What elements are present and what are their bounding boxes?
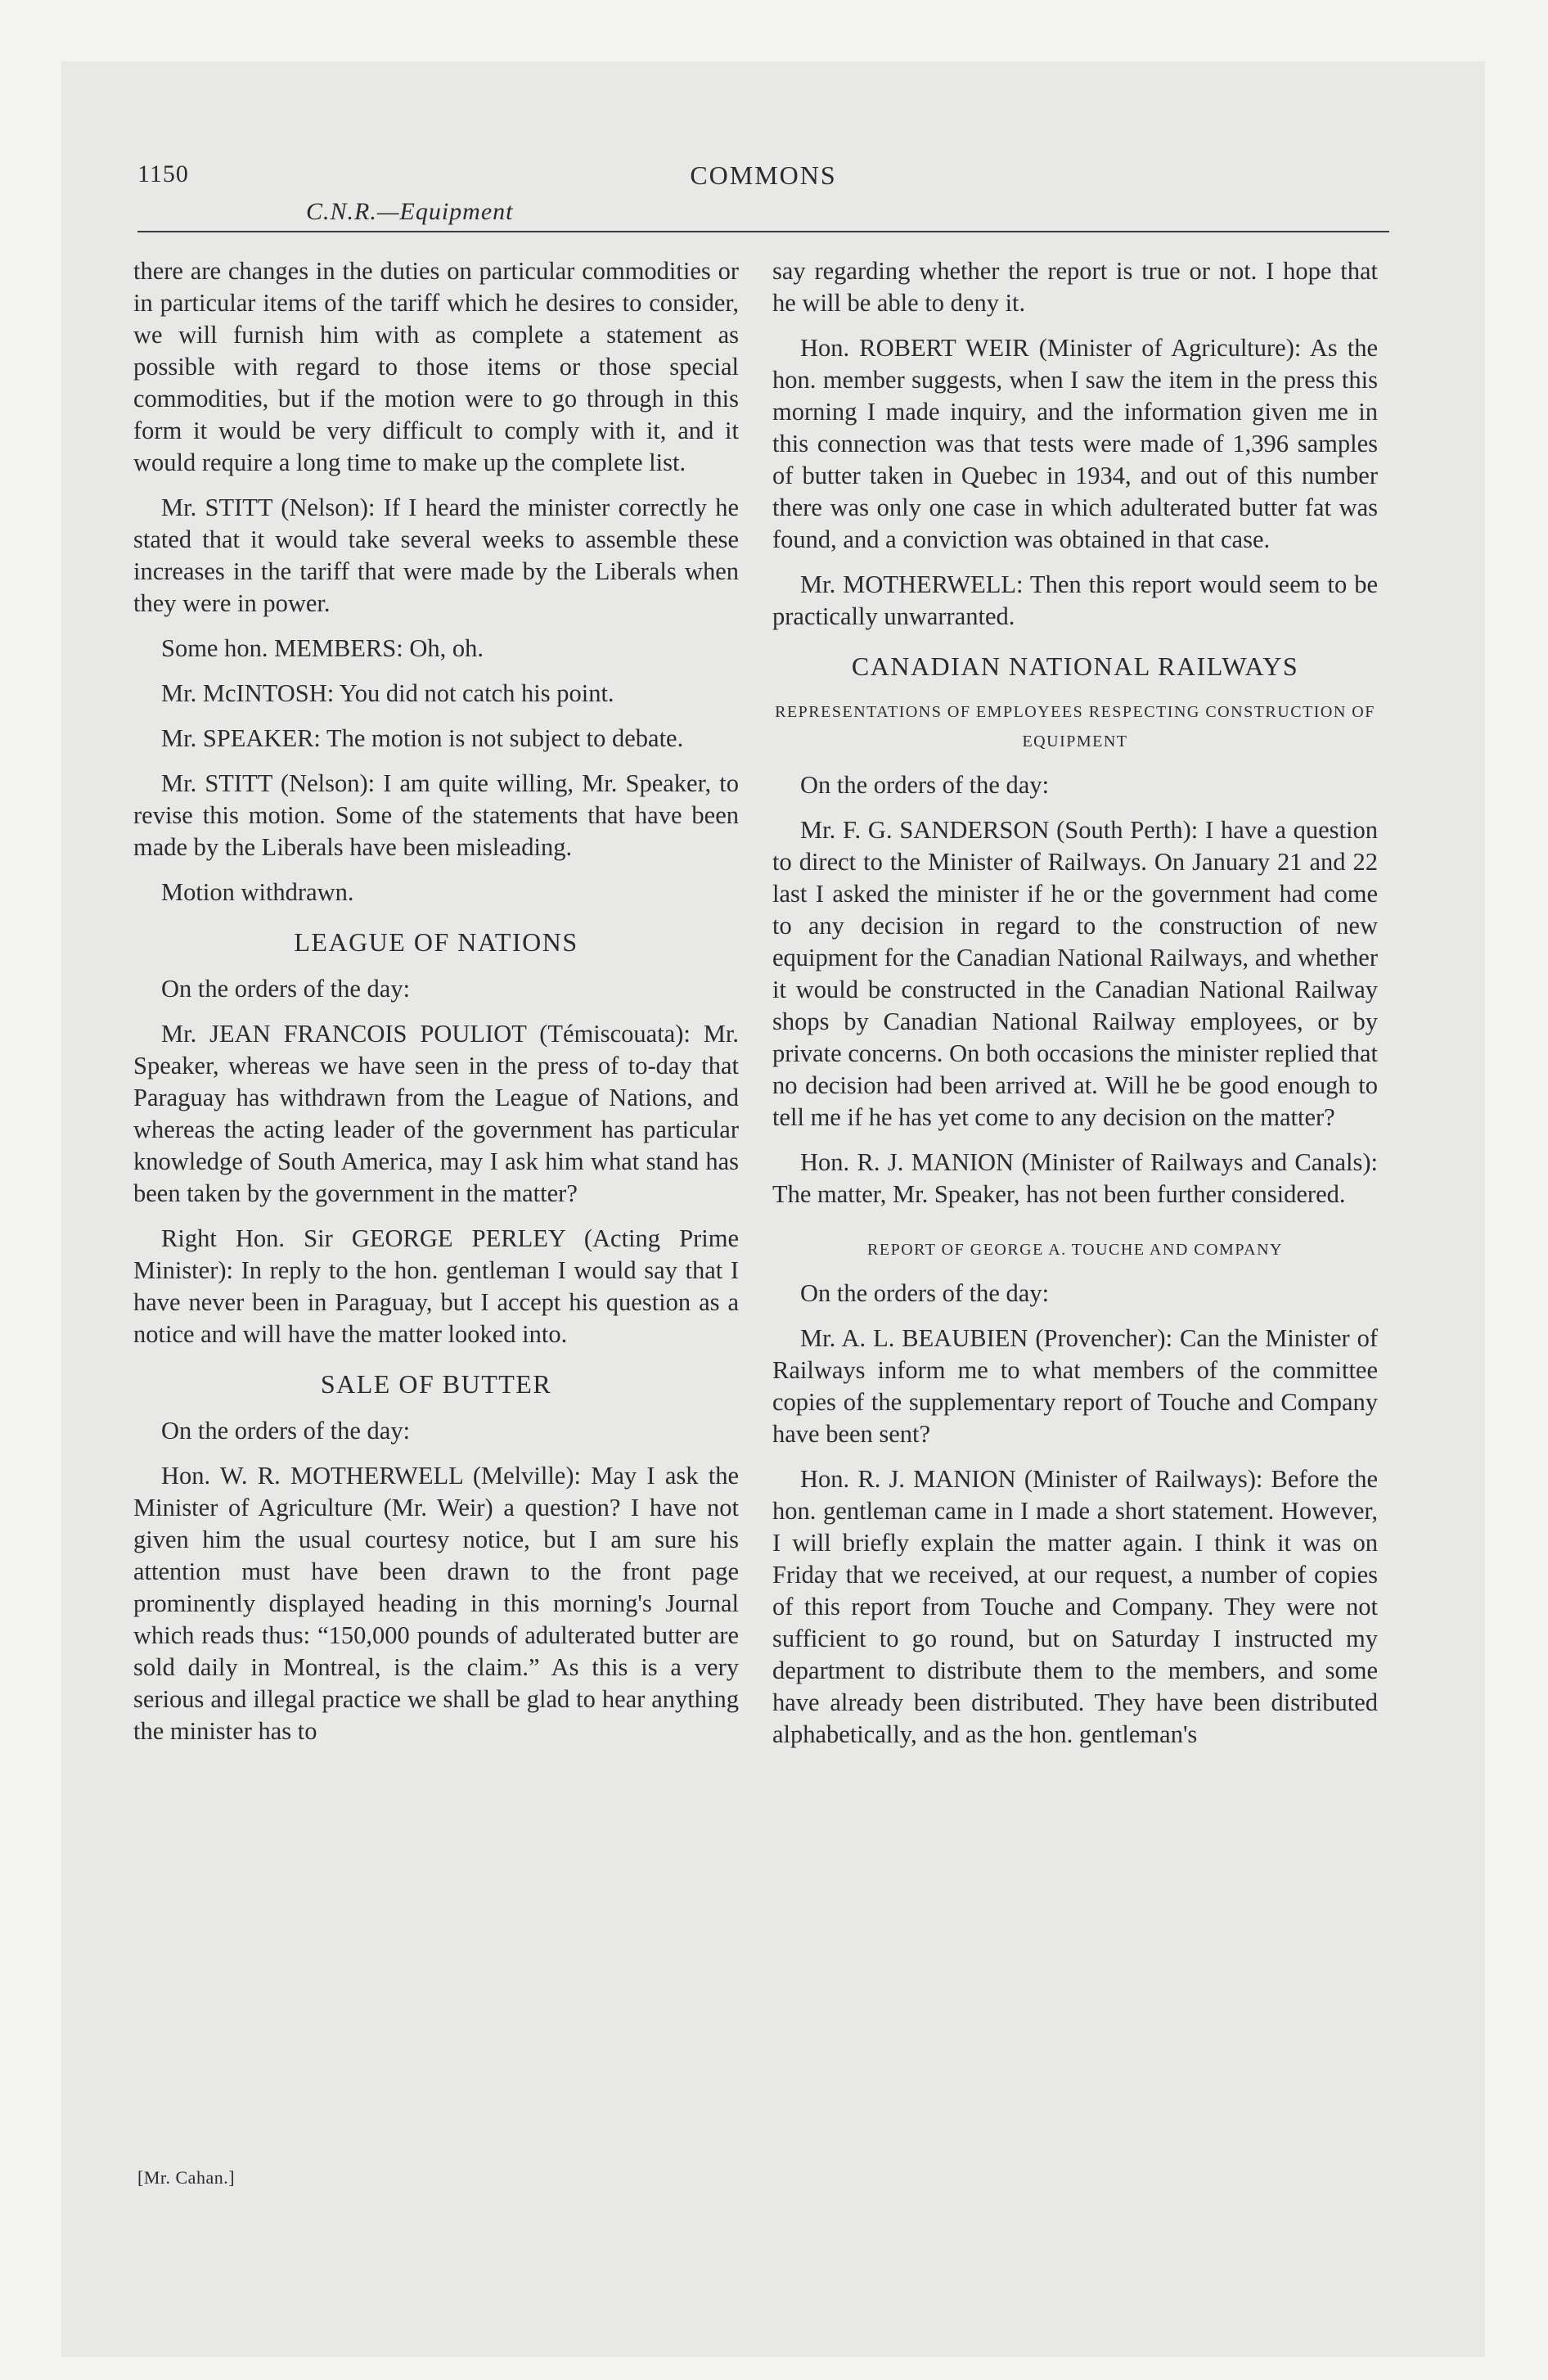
paragraph: Some hon. MEMBERS: Oh, oh. — [161, 634, 484, 662]
section-heading-league-of-nations: LEAGUE OF NATIONS — [294, 927, 578, 957]
speaker-reference: [Mr. Cahan.] — [137, 2167, 236, 2188]
paragraph: Hon. R. J. MANION (Minister of Railways): Before the hon. gentleman came in I made a short statement. However, I will briefly explain the matter again. I think it was on Friday that we received, at our request, a number of copies of this report from Touche and Company. They were not sufficient to go round, but on Saturday I instructed my department to distribute them to the members, and some have already been distributed. They have been distributed alphabetically, and as the hon. gentleman's — [772, 1465, 1378, 1748]
paragraph: Motion withdrawn. — [161, 878, 354, 906]
paragraph: On the orders of the day: — [800, 771, 1050, 799]
section-heading-canadian-national-railways: CANADIAN NATIONAL RAILWAYS — [851, 651, 1299, 681]
paragraph: Mr. SPEAKER: The motion is not subject to debate. — [161, 724, 684, 752]
paragraph: Mr. MOTHERWELL: Then this report would seem to be practically unwarranted. — [772, 570, 1378, 630]
journal-title: COMMONS — [690, 160, 837, 190]
paragraph: there are changes in the duties on particular commodities or in particular items of the tariff which he desires to consider, we will furnish him with as complete a statement as possible with regard to those items or those special commodities, but if the motion were to go through in this form it would be very difficult to comply with it, and it would require a long time to make up the complete list. — [133, 257, 739, 476]
paragraph: Right Hon. Sir GEORGE PERLEY (Acting Prime Minister): In reply to the hon. gentleman I would say that I have never been in Paraguay, but I accept his question as a notice and will have the matter looked into. — [133, 1224, 739, 1348]
left-column — [133, 255, 739, 1760]
paragraph: Mr. McINTOSH: You did not catch his point. — [161, 679, 614, 707]
page-number: 1150 — [137, 160, 189, 187]
paragraph: Hon. R. J. MANION (Minister of Railways and Canals): The matter, Mr. Speaker, has not been further considered. — [772, 1148, 1378, 1208]
paragraph: Mr. A. L. BEAUBIEN (Provencher): Can the Minister of Railways inform me to what members of the committee copies of the supplementary report of Touche and Company have been sent? — [772, 1324, 1378, 1448]
paragraph: Mr. STITT (Nelson): If I heard the minister correctly he stated that it would take several weeks to assemble these increases in the tariff that were made by the Liberals when they were in power. — [133, 494, 739, 617]
subheading-representations: REPRESENTATIONS OF EMPLOYEES RESPECTING CONSTRUCTION OF EQUIPMENT — [775, 703, 1375, 751]
right-column — [772, 255, 1378, 1764]
paragraph: say regarding whether the report is true or not. I hope that he will be able to deny it. — [772, 257, 1378, 317]
paragraph: Mr. STITT (Nelson): I am quite willing, Mr. Speaker, to revise this motion. Some of the statements that have been made by the Liberals have been misleading. — [133, 769, 739, 861]
page-header — [137, 160, 1389, 250]
paragraph: Mr. F. G. SANDERSON (South Perth): I have a question to direct to the Minister of Railways. On January 21 and 22 last I asked the minister if he or the government had come to any decision in regard to the construction of new equipment for the Canadian National Railways, and whether it would be constructed in the Canadian National Railway shops by Canadian National Railway employees, or by private concerns. On both occasions the minister replied that no decision had been arrived at. Will he be good enough to tell me if he has yet come to any decision on the matter? — [772, 816, 1378, 1131]
paragraph: Hon. W. R. MOTHERWELL (Melville): May I ask the Minister of Agriculture (Mr. Weir) a question? I have not given him the usual courtesy notice, but I am sure his attention must have been drawn to the front page prominently displayed heading in this morning's Journal which reads thus: “150,000 pounds of adulterated butter are sold daily in Montreal, is the claim.” As this is a very serious and illegal practice we shall be glad to hear anything the minister has to — [133, 1462, 739, 1745]
subheading-touche-report: REPORT OF GEORGE A. TOUCHE AND COMPANY — [867, 1241, 1283, 1259]
section-heading-sale-of-butter: SALE OF BUTTER — [320, 1369, 552, 1399]
paragraph: Mr. JEAN FRANCOIS POULIOT (Témiscouata): Mr. Speaker, whereas we have seen in the press of to-day that Paraguay has withdrawn from the League of Nations, and whereas the acting leader of the government has particular knowledge of South America, may I ask him what stand has been taken by the government in the matter? — [133, 1020, 739, 1207]
paragraph: On the orders of the day: — [161, 975, 411, 1003]
paragraph: On the orders of the day: — [800, 1279, 1050, 1307]
paragraph: Hon. ROBERT WEIR (Minister of Agriculture): As the hon. member suggests, when I saw the item in the press this morning I made inquiry, and the information given me in this connection was that tests were made of 1,396 samples of butter taken in Quebec in 1934, and out of this number there was only one case in which adulterated butter fat was found, and a conviction was obtained in that case. — [772, 334, 1378, 553]
running-subject: C.N.R.—Equipment — [306, 198, 514, 225]
paragraph: On the orders of the day: — [161, 1417, 411, 1445]
header-rule — [137, 231, 1389, 232]
